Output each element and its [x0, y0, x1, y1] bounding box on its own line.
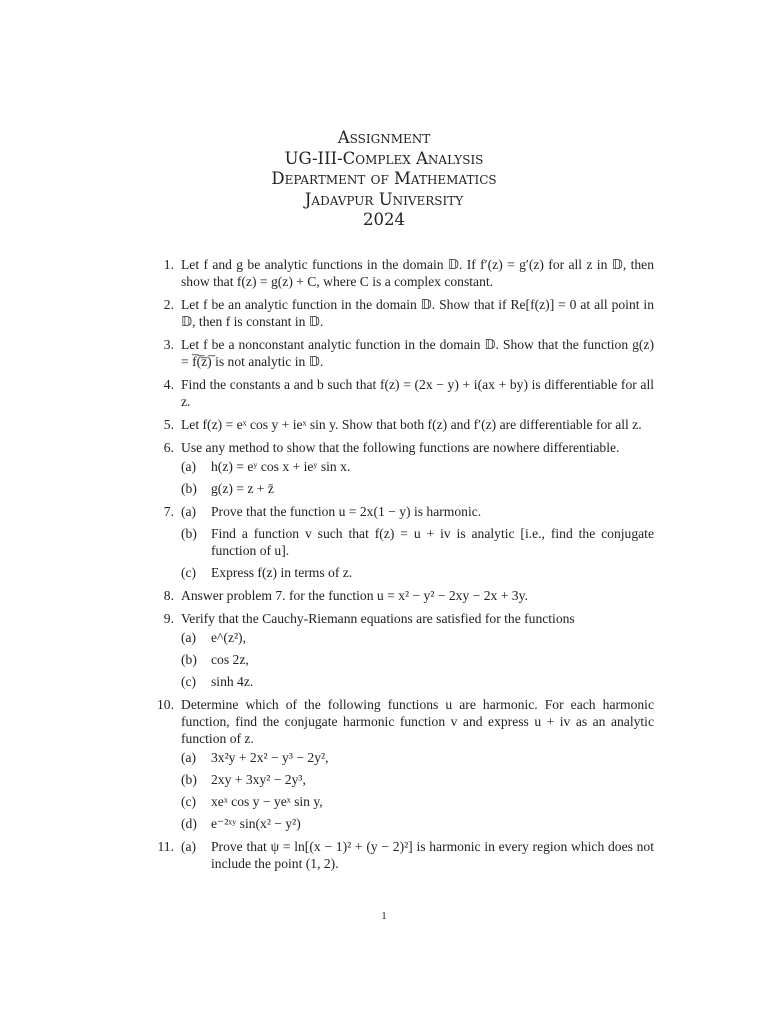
problem-list — [148, 256, 654, 878]
subproblem-text: g(z) = z + z̄ — [211, 481, 274, 496]
problem-number: 10. — [157, 697, 174, 712]
problem-text: Use any method to show that the following functions are nowhere differentiable. — [181, 440, 620, 455]
header-title: Assignment — [337, 128, 431, 147]
problem-item — [148, 587, 654, 604]
subproblem-label: (b) — [181, 772, 197, 787]
problem-text: Answer problem 7. for the function u = x² − y² − 2xy − 2x + 3y. — [181, 588, 528, 603]
problem-item — [148, 376, 654, 410]
problem-number: 5. — [163, 417, 174, 432]
subproblem-label: (a) — [181, 459, 197, 474]
problem-number: 7. — [163, 504, 174, 519]
subproblem-label: (b) — [181, 481, 197, 496]
problem-item — [148, 696, 654, 832]
subproblem-label: (b) — [181, 652, 197, 667]
problem-number: 4. — [163, 377, 174, 392]
subproblem-label: (c) — [181, 565, 197, 580]
problem-body — [174, 610, 654, 690]
problem-body — [174, 296, 654, 330]
subproblem-label: (b) — [181, 526, 197, 541]
subproblem-label: (a) — [181, 504, 197, 519]
subproblem — [181, 564, 654, 581]
problem-text: Verify that the Cauchy-Riemann equations are satisfied for the functions — [181, 611, 575, 626]
subproblem — [181, 815, 654, 832]
subproblem-label: (a) — [181, 750, 197, 765]
problem-item — [148, 416, 654, 433]
subproblem-text: Prove that the function u = 2x(1 − y) is harmonic. — [211, 504, 482, 519]
problem-text: Let f and g be analytic functions in the domain 𝔻. If f′(z) = g′(z) for all z in 𝔻, then show that f(z) = g(z) + C, where C is a complex constant. — [181, 257, 654, 289]
problem-text: Determine which of the following functions u are harmonic. For each harmonic function, find the conjugate harmonic function v and express u + iv as an analytic function of z. — [181, 697, 654, 746]
subproblem-text: h(z) = eʸ cos x + ieʸ sin x. — [211, 459, 351, 474]
problem-item — [148, 503, 654, 581]
header-university: Jadavpur University — [304, 189, 464, 209]
subproblem — [181, 629, 654, 646]
problem-body — [174, 503, 654, 581]
problem-number: 6. — [163, 440, 174, 455]
problem-item — [148, 610, 654, 690]
subproblem — [181, 673, 654, 690]
subproblem-text: xeˣ cos y − yeˣ sin y, — [211, 794, 323, 809]
subproblem-text: Prove that ψ = ln[(x − 1)² + (y − 2)²] is harmonic in every region which does not include the point (1, 2). — [211, 839, 654, 871]
subproblem — [181, 749, 654, 766]
subproblem-label: (a) — [181, 839, 197, 854]
subproblem-label: (d) — [181, 816, 197, 831]
subproblem — [181, 458, 654, 475]
problem-body — [174, 587, 654, 604]
problem-number: 8. — [163, 588, 174, 603]
problem-text: Let f be an analytic function in the domain 𝔻. Show that if Re[f(z)] = 0 at all point in 𝔻, then f is constant in 𝔻. — [181, 297, 654, 329]
subproblem — [181, 503, 654, 520]
problem-item — [148, 336, 654, 370]
subproblem-text: 2xy + 3xy² − 2y³, — [211, 772, 306, 787]
problem-text: Find the constants a and b such that f(z) = (2x − y) + i(ax + by) is differentiable for all z. — [181, 377, 654, 409]
problem-text: Let f(z) = eˣ cos y + ieˣ sin y. Show that both f(z) and f′(z) are differentiable for all z. — [181, 417, 642, 432]
problem-body — [174, 838, 654, 872]
subproblem-text: e^(z²), — [211, 630, 246, 645]
subproblem-text: e⁻²ˣʸ sin(x² − y²) — [211, 816, 301, 831]
problem-item — [148, 439, 654, 497]
subproblem-text: sinh 4z. — [211, 674, 254, 689]
problem-number: 11. — [157, 839, 174, 854]
problem-text: Let f be a nonconstant analytic function in the domain 𝔻. Show that the function g(z) = f̅(̅z̅)̅ is not analytic in 𝔻. — [181, 337, 654, 369]
subproblem-text: 3x²y + 2x² − y³ − 2y², — [211, 750, 329, 765]
subproblem — [181, 838, 654, 872]
subproblem-label: (c) — [181, 794, 197, 809]
subproblem-text: cos 2z, — [211, 652, 249, 667]
subproblem — [181, 480, 654, 497]
subproblem — [181, 771, 654, 788]
subproblem-text: Find a function v such that f(z) = u + iv is analytic [i.e., find the conjugate function of u]. — [211, 526, 654, 558]
problem-body — [174, 439, 654, 497]
page-number: 1 — [381, 910, 387, 922]
problem-item — [148, 838, 654, 872]
subproblem — [181, 793, 654, 810]
problem-body — [174, 376, 654, 410]
assignment-header — [0, 128, 768, 231]
subproblem-label: (a) — [181, 630, 197, 645]
problem-number: 1. — [163, 257, 174, 272]
problem-number: 3. — [163, 337, 174, 352]
header-course: UG-III-Complex Analysis — [284, 148, 484, 168]
problem-number: 9. — [163, 611, 174, 626]
problem-body — [174, 256, 654, 290]
subproblem-text: Express f(z) in terms of z. — [211, 565, 353, 580]
problem-body — [174, 416, 654, 433]
problem-number: 2. — [163, 297, 174, 312]
problem-item — [148, 296, 654, 330]
problem-body — [174, 336, 654, 370]
subproblem — [181, 651, 654, 668]
problem-item — [148, 256, 654, 290]
subproblem — [181, 525, 654, 559]
subproblem-label: (c) — [181, 674, 197, 689]
problem-body — [174, 696, 654, 832]
header-department: Department of Mathematics — [271, 169, 497, 188]
header-year: 2024 — [363, 210, 405, 229]
